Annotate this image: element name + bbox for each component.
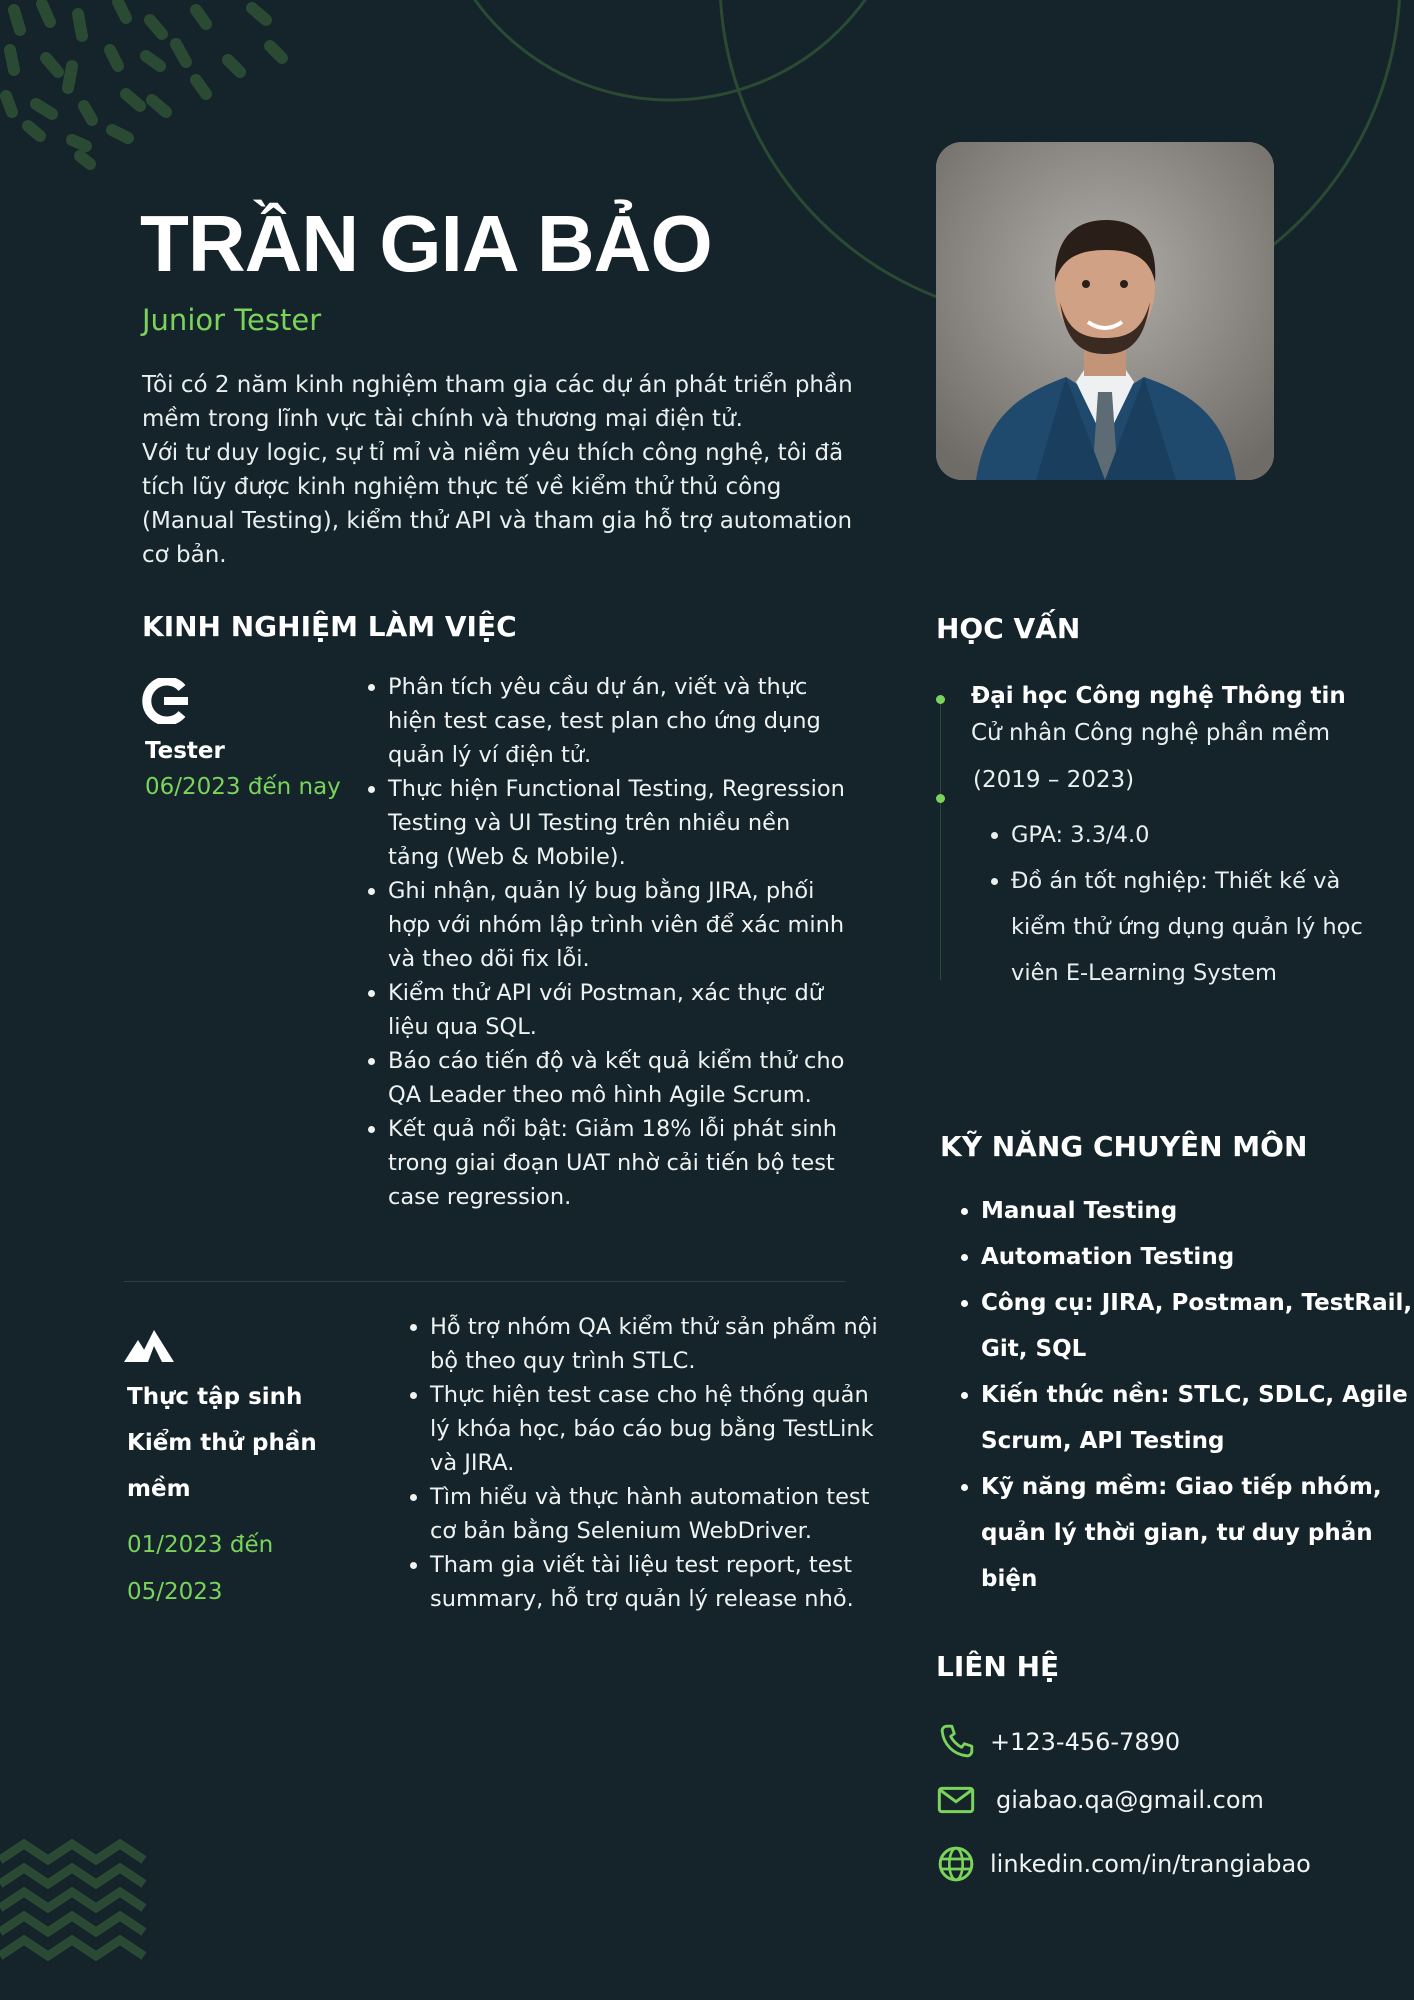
- degree: Cử nhân Công nghệ phần mềm: [971, 720, 1331, 746]
- job-position-line: Thực tập sinh: [127, 1384, 303, 1410]
- list-item: • Thực hiện test case cho hệ thống quản lý khóa học, báo cáo bug bằng TestLink và JIRA.: [430, 1378, 890, 1480]
- email-address: giabao.qa@gmail.com: [996, 1786, 1264, 1814]
- summary-paragraph: Tôi có 2 năm kinh nghiệm tham gia các dự án phát triển phần mềm trong lĩnh vực tài chính và thương mại điện tử.: [142, 372, 853, 432]
- job-period-line: 05/2023: [127, 1579, 223, 1605]
- list-item: • GPA: 3.3/4.0: [1011, 812, 1371, 858]
- skills-section-title: KỸ NĂNG CHUYÊN MÔN: [940, 1130, 1308, 1163]
- list-item: • Tìm hiểu và thực hành automation test cơ bản bằng Selenium WebDriver.: [430, 1480, 890, 1548]
- list-item: • Phân tích yêu cầu dự án, viết và thực hiện test case, test plan cho ứng dụng quản lý ví điện tử.: [388, 670, 848, 772]
- study-years: (2019 – 2023): [973, 767, 1135, 793]
- timeline-dot: [936, 695, 945, 704]
- company-g-logo-icon: [142, 678, 190, 724]
- contact-email[interactable]: [936, 1782, 1264, 1818]
- list-item: • Thực hiện Functional Testing, Regression Testing và UI Testing trên nhiều nền tảng (Web & Mobile).: [388, 772, 848, 874]
- contact-phone[interactable]: [936, 1722, 1180, 1762]
- job-responsibilities: [362, 670, 848, 1214]
- candidate-name: TRẦN GIA BẢO: [140, 199, 712, 288]
- profile-photo: [936, 142, 1274, 480]
- job-title: Junior Tester: [142, 303, 322, 337]
- job-period-line: 01/2023 đến: [127, 1532, 274, 1558]
- skills-list: [955, 1188, 1414, 1602]
- list-item: • Báo cáo tiến độ và kết quả kiểm thử cho QA Leader theo mô hình Agile Scrum.: [388, 1044, 848, 1112]
- summary-paragraph: Với tư duy logic, sự tỉ mỉ và niềm yêu thích công nghệ, tôi đã tích lũy được kinh nghiệm thực tế về kiểm thử thủ công (Manual Testing), kiểm thử API và tham gia hỗ trợ automation cơ bản.: [142, 440, 853, 568]
- list-item: • Manual Testing: [981, 1188, 1414, 1234]
- education-section-title: HỌC VẤN: [936, 612, 1081, 645]
- job-period: [127, 1522, 273, 1616]
- school-name: Đại học Công nghệ Thông tin: [971, 683, 1346, 709]
- linkedin-url: linkedin.com/in/trangiabao: [990, 1850, 1311, 1878]
- list-item: • Ghi nhận, quản lý bug bằng JIRA, phối hợp với nhóm lập trình viên để xác minh và theo dõi fix lỗi.: [388, 874, 848, 976]
- list-item: • Kiểm thử API với Postman, xác thực dữ liệu qua SQL.: [388, 976, 848, 1044]
- phone-icon: [936, 1722, 976, 1762]
- experience-section-title: KINH NGHIỆM LÀM VIỆC: [142, 610, 517, 643]
- contact-section-title: LIÊN HỆ: [936, 1650, 1060, 1683]
- list-item: • Kết quả nổi bật: Giảm 18% lỗi phát sinh trong giai đoạn UAT nhờ cải tiến bộ test case regression.: [388, 1112, 848, 1214]
- timeline-line: [940, 700, 941, 980]
- contact-linkedin[interactable]: [936, 1844, 1311, 1884]
- phone-number: +123-456-7890: [990, 1728, 1181, 1756]
- job-position-line: mềm: [127, 1476, 191, 1502]
- mail-icon: [936, 1782, 976, 1818]
- portrait-illustration: [936, 142, 1274, 480]
- globe-icon: [936, 1844, 976, 1884]
- list-item: • Automation Testing: [981, 1234, 1414, 1280]
- section-divider: [124, 1281, 846, 1282]
- list-item: • Tham gia viết tài liệu test report, test summary, hỗ trợ quản lý release nhỏ.: [430, 1548, 890, 1616]
- job-responsibilities: [404, 1310, 890, 1616]
- company-a-logo-icon: [124, 1326, 174, 1362]
- education-details: [985, 812, 1371, 996]
- job-position-line: Kiểm thử phần: [127, 1430, 317, 1456]
- list-item: • Hỗ trợ nhóm QA kiểm thử sản phẩm nội bộ theo quy trình STLC.: [430, 1310, 890, 1378]
- list-item: • Kỹ năng mềm: Giao tiếp nhóm, quản lý thời gian, tư duy phản biện: [981, 1464, 1414, 1602]
- list-item: • Kiến thức nền: STLC, SDLC, Agile Scrum, API Testing: [981, 1372, 1414, 1464]
- list-item: • Công cụ: JIRA, Postman, TestRail, Git, SQL: [981, 1280, 1414, 1372]
- job-position: [127, 1374, 317, 1512]
- list-item: • Đồ án tốt nghiệp: Thiết kế và kiểm thử ứng dụng quản lý học viên E-Learning System: [1011, 858, 1371, 996]
- job-position: Tester: [145, 738, 225, 764]
- profile-summary: [142, 368, 862, 572]
- timeline-dot: [936, 794, 945, 803]
- job-period: 06/2023 đến nay: [145, 774, 341, 800]
